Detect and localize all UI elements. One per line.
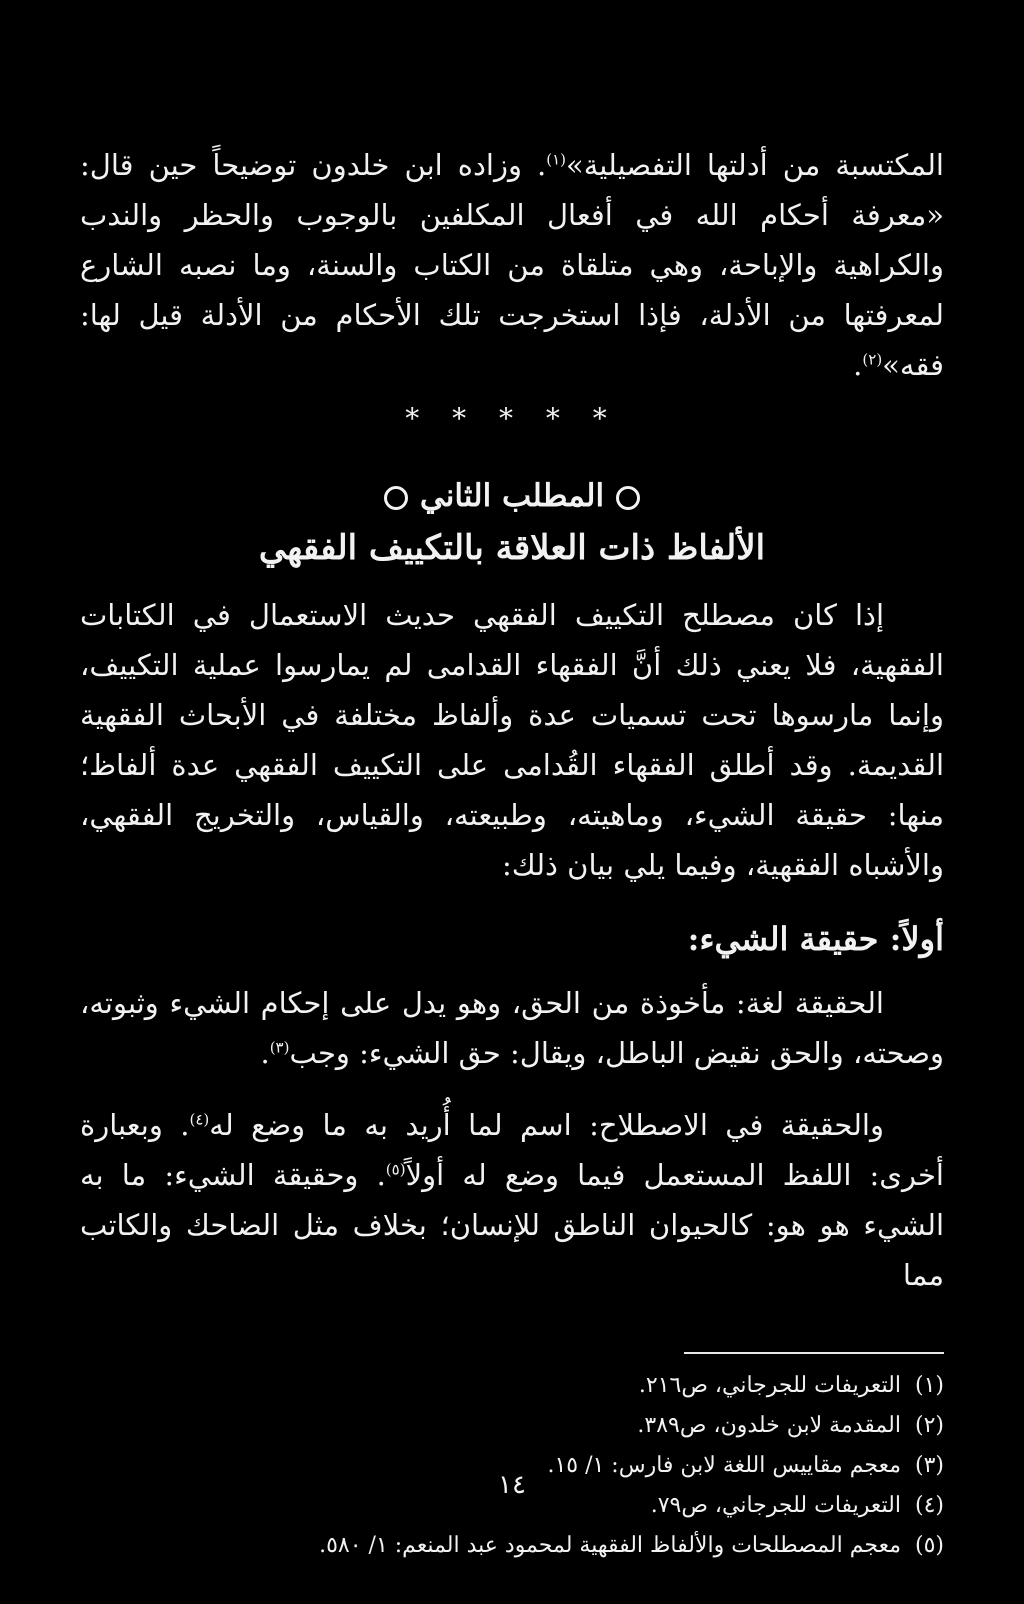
definition-term-paragraph [80, 1100, 944, 1300]
footnote-number: (٣) [914, 1453, 944, 1478]
footnote-text: المقدمة لابن خلدون، ص٣٨٩. [637, 1413, 901, 1438]
def-lang-end: . [260, 1036, 270, 1070]
def-term-text: والحقيقة في الاصطلاح: اسم لما أُريد به ما وضع له [209, 1108, 884, 1142]
circle-ornament-icon [384, 486, 408, 510]
def-term-text3: . وحقيقة الشيء: ما به الشيء هو هو: كالحيوان الناطق للإنسان؛ بخلاف مثل الضاحك والكاتب مما [80, 1158, 944, 1292]
footnotes [80, 1366, 944, 1566]
footnote [80, 1526, 944, 1566]
footnote [80, 1366, 944, 1406]
footnote-divider [684, 1352, 944, 1354]
footnote-text: التعريفات للجرجاني، ص٧٩. [650, 1493, 901, 1518]
intro-quote: «معرفة أحكام الله في أفعال المكلفين بالوجوب والحظر والندب والكراهية والإباحة، وهي متلقاة من الكتاب والسنة، وما نصبه الشارع لمعرفتها من الأدلة، فإذا استخرجت تلك الأحكام من الأدلة قيل لها: فقه» [80, 198, 944, 382]
section-paragraph: إذا كان مصطلح التكييف الفقهي حديث الاستعمال في الكتابات الفقهية، فلا يعني ذلك أنَّ الفقهاء القدامى لم يمارسوا عملية التكييف، وإنما مارسوها تحت تسميات عدة وألفاظ مختلفة في الأبحاث الفقهية القديمة. وقد أطلق الفقهاء القُدامى على التكييف الفقهي عدة ألفاظ؛ منها: حقيقة الشيء، وماهيته، وطبيعته، والقياس، والتخريج الفقهي، والأشباه الفقهية، وفيما يلي بيان ذلك: [80, 598, 944, 882]
page-number: ١٤ [498, 1470, 526, 1500]
footnote [80, 1406, 944, 1446]
footnote-ref-3[interactable]: (٣) [269, 1038, 290, 1057]
footnote-text: معجم المصطلحات والألفاظ الفقهية لمحمود عبد المنعم: ١/ ٥٨٠. [319, 1533, 901, 1558]
footnote-text: التعريفات للجرجاني، ص٢١٦. [638, 1373, 901, 1398]
def-lang-text: الحقيقة لغة: مأخوذة من الحق، وهو يدل على إحكام الشيء وثبوته، وصحته، والحق نقيض الباطل، ويقال: حق الشيء: وجب [80, 986, 944, 1070]
section-title: الألفاظ ذات العلاقة بالتكييف الفقهي [258, 528, 766, 568]
def-term-text2: . وبعبارة أخرى: اللفظ المستعمل فيما وضع له أولاً [80, 1108, 944, 1192]
footnote-ref-2[interactable]: (٢) [862, 350, 883, 369]
footnote-ref-1[interactable]: (١) [546, 150, 567, 169]
footnote-text: معجم مقاييس اللغة لابن فارس: ١/ ١٥. [547, 1453, 901, 1478]
footnote-ref-4[interactable]: (٤) [189, 1110, 210, 1129]
intro-end: . [853, 348, 863, 382]
footnote-number: (١) [914, 1373, 944, 1398]
section-separator: * * * * * [405, 402, 619, 435]
section-subtitle [80, 478, 944, 514]
intro-line1b: . وزاده ابن خلدون توضيحاً حين قال: [80, 148, 547, 182]
footnote-ref-5[interactable]: (٥) [385, 1160, 406, 1179]
definition-lang-paragraph [80, 978, 944, 1078]
first-heading: أولاً: حقيقة الشيء: [687, 920, 944, 958]
intro-line1: المكتسبة من أدلتها التفصيلية» [566, 148, 944, 182]
footnote-number: (٢) [914, 1413, 944, 1438]
footnote-number: (٤) [914, 1493, 944, 1518]
circle-ornament-icon [616, 486, 640, 510]
subtitle-text: المطلب الثاني [419, 478, 605, 514]
intro-paragraph [80, 140, 944, 390]
footnote-number: (٥) [914, 1533, 944, 1558]
